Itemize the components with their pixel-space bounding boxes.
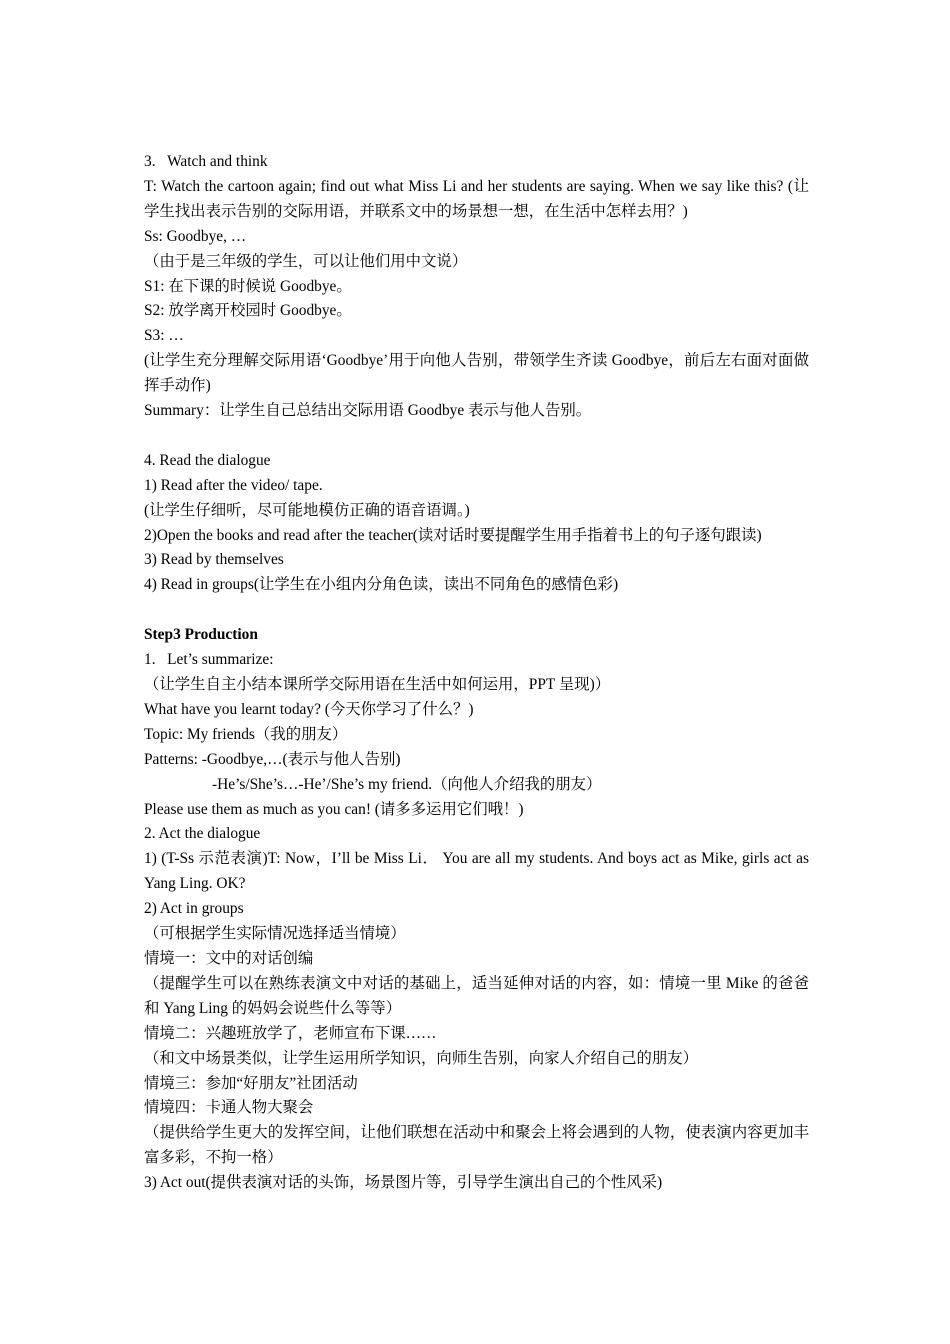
blank-line — [144, 598, 809, 623]
student-3-line: S3: … — [144, 327, 184, 345]
subsection-heading-act-dialogue: 2. Act the dialogue — [144, 825, 261, 843]
section-heading-watch-and-think: 3. Watch and think — [144, 153, 268, 170]
student-1-line: S1: 在下课的时候说 Goodbye。 — [144, 277, 352, 295]
teacher-note: （可根据学生实际情况选择适当情境） — [144, 925, 406, 943]
teacher-note: （和文中场景类似，让学生运用所学知识，向师生告别，向家人介绍自己的朋友） — [144, 1049, 699, 1067]
section-heading-production: Step3 Production — [144, 626, 258, 644]
scenario-line: 情境三：参加“好朋友”社团活动 — [144, 1074, 358, 1092]
scenario-line: 情境四：卡通人物大聚会 — [144, 1099, 314, 1117]
patterns-line: Patterns: -Goodbye,…(表示与他人告别) — [144, 750, 401, 768]
scenario-line: 情境二：兴趣班放学了，老师宣布下课…… — [144, 1024, 437, 1042]
student-2-line: S2: 放学离开校园时 Goodbye。 — [144, 302, 352, 320]
list-item: 2) Act in groups — [144, 900, 244, 918]
teacher-instruction: T: Watch the cartoon again; find out what Miss Li and her students are saying. When we say like this? (让学生找出表示告别的交际用语，并联系文中的场景想一想，在生活中怎样去用？) — [144, 177, 809, 220]
teacher-note: （让学生自主小结本课所学交际用语在生活中如何运用，PPT 呈现)） — [144, 676, 611, 693]
students-response: Ss: Goodbye, … — [144, 227, 247, 245]
list-item: 2)Open the books and read after the teacher(读对话时要提醒学生用手指着书上的句子逐句跟读) — [144, 526, 762, 544]
list-item: 4) Read in groups(让学生在小组内分角色读，读出不同角色的感情色彩) — [144, 576, 619, 594]
list-item: 3) Act out(提供表演对话的头饰，场景图片等，引导学生演出自己的个性风采) — [144, 1174, 663, 1192]
question-line: What have you learnt today? (今天你学习了什么？) — [144, 700, 474, 718]
teacher-note: （提供给学生更大的发挥空间，让他们联想在活动中和聚会上将会遇到的人物，使表演内容更加丰富多彩，不拘一格） — [144, 1124, 809, 1167]
teacher-note: （由于是三年级的学生，可以让他们用中文说） — [144, 252, 468, 270]
patterns-line: -He’s/She’s…-He’/She’s my friend.（向他人介绍我的朋友） — [212, 775, 602, 793]
teacher-note: (让学生充分理解交际用语‘Goodbye’用于向他人告别，带领学生齐读 Goodbye，前后左右面对面做挥手动作) — [144, 352, 809, 395]
section-heading-read-dialogue: 4. Read the dialogue — [144, 451, 271, 469]
scenario-line: 情境一：文中的对话创编 — [144, 949, 314, 967]
document-page — [144, 150, 809, 1196]
list-item: 1) Read after the video/ tape. — [144, 476, 323, 494]
summary-line: Summary：让学生自己总结出交际用语 Goodbye 表示与他人告别。 — [144, 402, 592, 420]
topic-line: Topic: My friends（我的朋友） — [144, 725, 348, 743]
teacher-note: （提醒学生可以在熟练表演文中对话的基础上，适当延伸对话的内容，如：情境一里 Mike 的爸爸和 Yang Ling 的妈妈会说些什么等等） — [144, 974, 809, 1017]
encouragement-line: Please use them as much as you can! (请多多运用它们哦！) — [144, 800, 524, 818]
list-item: 3) Read by themselves — [144, 551, 284, 569]
teacher-note: (让学生仔细听，尽可能地模仿正确的语音语调。) — [144, 501, 470, 519]
list-item: 1. Let’s summarize: — [144, 651, 274, 669]
list-item: 1) (T-Ss 示范表演)T: Now，I’ll be Miss Li． You are all my students. And boys act as Mike, girls act as Yang Ling. OK? — [144, 850, 809, 893]
blank-line — [144, 424, 809, 449]
